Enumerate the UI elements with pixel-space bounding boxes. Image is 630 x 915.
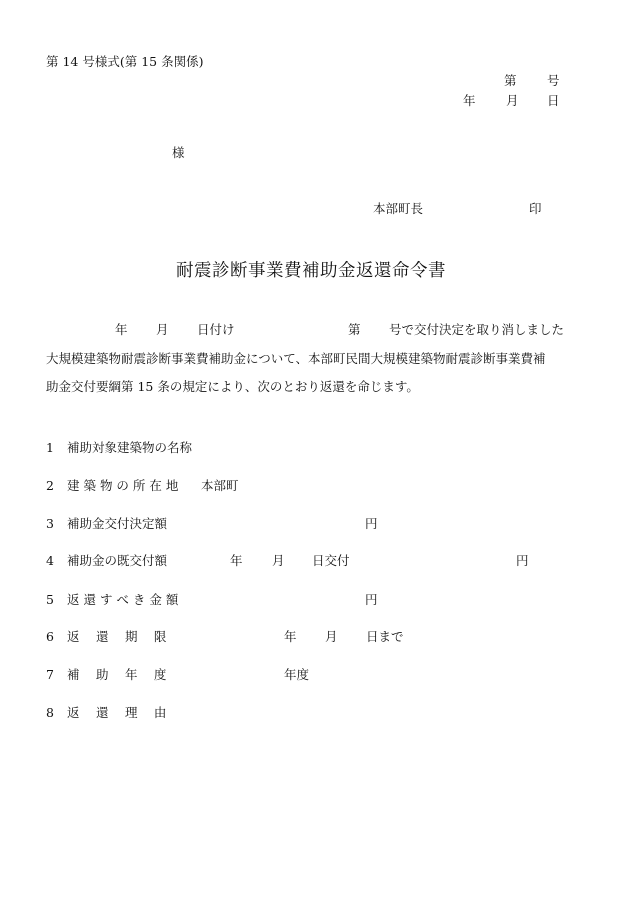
item-number: 8 bbox=[46, 705, 54, 720]
document-number-go: 号 bbox=[547, 73, 560, 88]
date-year: 年 bbox=[463, 93, 476, 108]
item-label: 返 還 理 由 bbox=[67, 705, 167, 720]
item-7-suffix: 年度 bbox=[284, 667, 310, 682]
item-7 bbox=[46, 665, 166, 683]
intro-dai: 第 bbox=[348, 322, 361, 337]
item-label: 返 還 す べ き 金 額 bbox=[67, 592, 179, 607]
item-2-value: 本部町 bbox=[201, 478, 239, 493]
intro-dated: 日付け bbox=[197, 322, 235, 337]
item-number: 7 bbox=[46, 667, 54, 682]
item-label: 補 助 年 度 bbox=[67, 667, 167, 682]
item-label: 補助金交付決定額 bbox=[67, 516, 168, 531]
item-4-day: 日交付 bbox=[312, 553, 350, 568]
item-2 bbox=[46, 476, 178, 494]
item-label: 建 築 物 の 所 在 地 bbox=[67, 478, 179, 493]
item-4-year: 年 bbox=[230, 553, 243, 568]
intro-rest: 号で交付決定を取り消しました bbox=[389, 322, 565, 337]
item-8 bbox=[46, 703, 166, 721]
item-6 bbox=[46, 627, 166, 645]
item-4-unit: 円 bbox=[516, 553, 529, 568]
intro-line-2: 大規模建築物耐震診断事業費補助金について、本部町民間大規模建築物耐震診断事業費補 bbox=[46, 351, 546, 366]
document-number-dai: 第 bbox=[504, 73, 517, 88]
item-label: 補助対象建築物の名称 bbox=[67, 440, 193, 455]
intro-month: 月 bbox=[156, 322, 169, 337]
date-day: 日 bbox=[547, 93, 560, 108]
item-6-day: 日まで bbox=[366, 629, 404, 644]
item-number: 5 bbox=[46, 592, 54, 607]
item-4-month: 月 bbox=[272, 553, 285, 568]
form-number: 第 14 号様式(第 15 条関係) bbox=[46, 54, 204, 69]
item-6-month: 月 bbox=[325, 629, 338, 644]
issuer-title: 本部町長 bbox=[373, 201, 424, 216]
item-6-year: 年 bbox=[284, 629, 297, 644]
item-number: 4 bbox=[46, 553, 54, 568]
item-number: 1 bbox=[46, 440, 54, 455]
intro-line-3: 助金交付要綱第 15 条の規定により、次のとおり返還を命じます。 bbox=[46, 379, 419, 394]
item-number: 6 bbox=[46, 629, 54, 644]
intro-year: 年 bbox=[115, 322, 128, 337]
item-3 bbox=[46, 514, 167, 532]
item-label: 返 還 期 限 bbox=[67, 629, 167, 644]
item-3-unit: 円 bbox=[365, 516, 378, 531]
date-month: 月 bbox=[506, 93, 519, 108]
item-5 bbox=[46, 590, 178, 608]
item-5-unit: 円 bbox=[365, 592, 378, 607]
item-4 bbox=[46, 551, 167, 569]
item-number: 3 bbox=[46, 516, 54, 531]
item-number: 2 bbox=[46, 478, 54, 493]
addressee-honorific: 様 bbox=[172, 145, 185, 160]
item-label: 補助金の既交付額 bbox=[67, 553, 168, 568]
seal-mark: 印 bbox=[529, 201, 542, 216]
item-1 bbox=[46, 438, 192, 456]
document-title: 耐震診断事業費補助金返還命令書 bbox=[176, 261, 446, 281]
